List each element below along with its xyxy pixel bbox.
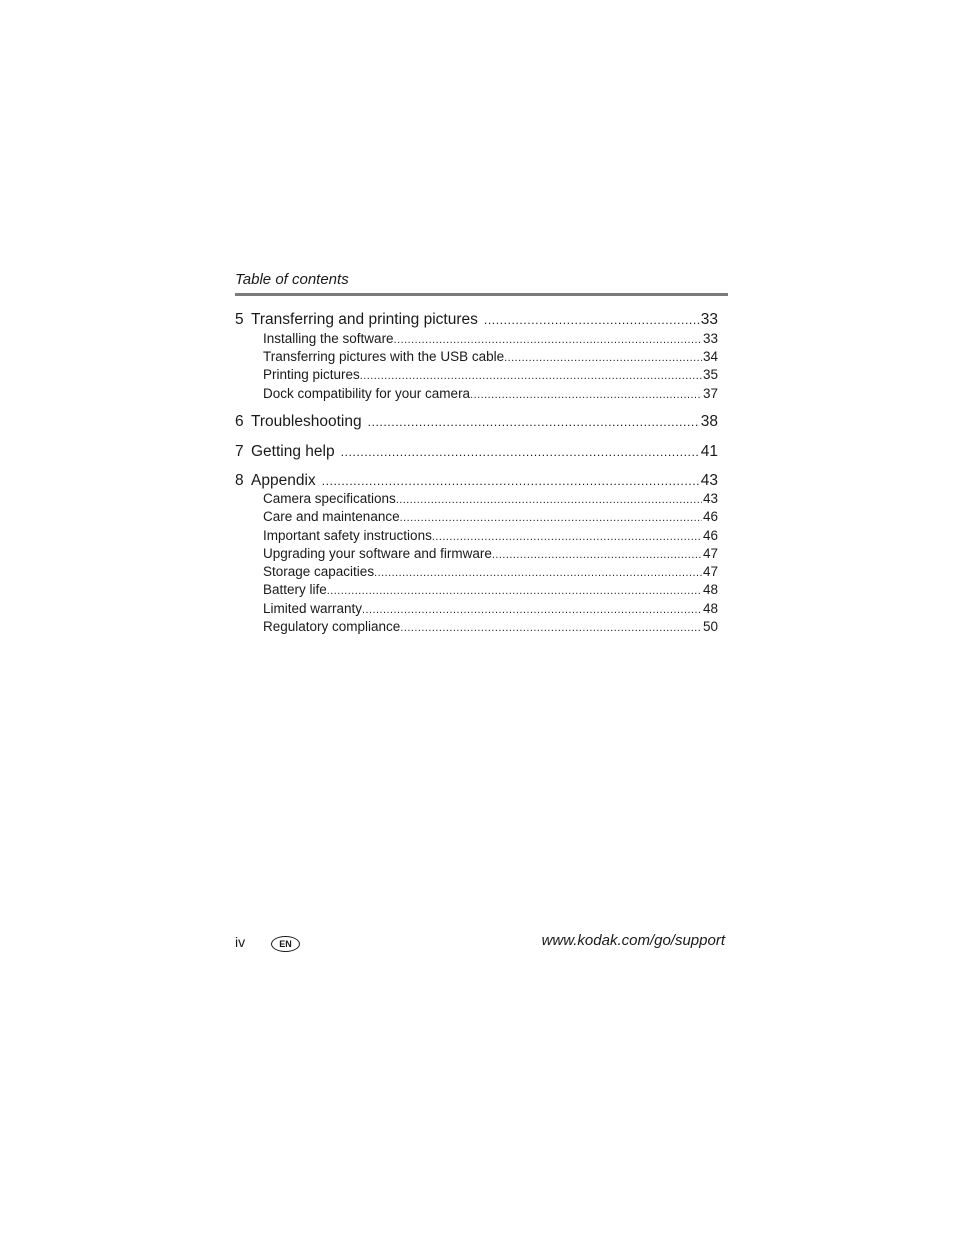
toc-section-limited-warranty[interactable] [263, 601, 718, 619]
running-header-title: Table of contents [235, 271, 349, 288]
toc-section-care-maintenance[interactable] [263, 509, 718, 527]
toc-page-number: 47 [702, 546, 718, 561]
toc-section-printing-pictures[interactable] [263, 367, 718, 385]
toc-dot-leader [396, 494, 702, 506]
toc-entry-title: Regulatory compliance [263, 619, 401, 634]
toc-entry-title: Transferring and printing pictures [251, 311, 478, 328]
toc-page-number: 50 [702, 619, 718, 634]
toc-dot-leader [394, 334, 702, 346]
toc-entry-title: Getting help [251, 443, 335, 460]
toc-dot-leader [484, 313, 700, 327]
toc-entry-title: Limited warranty [263, 601, 363, 616]
toc-page-number: 37 [702, 386, 718, 401]
toc-entry-title: Upgrading your software and firmware [263, 546, 492, 561]
toc-page-number: 35 [702, 367, 718, 382]
toc-page-number: 33 [700, 311, 718, 328]
footer-support-url[interactable]: www.kodak.com/go/support [541, 932, 725, 949]
toc-section-installing-software[interactable] [263, 331, 718, 349]
header-divider [235, 293, 728, 296]
toc-section-battery-life[interactable] [263, 582, 718, 600]
toc-dot-leader [400, 622, 702, 634]
toc-entry-title: Important safety instructions [263, 528, 432, 543]
toc-page-number: 38 [700, 413, 718, 430]
toc-entry-title: Dock compatibility for your camera [263, 386, 471, 401]
toc-page-number: 47 [702, 564, 718, 579]
toc-section-regulatory-compliance[interactable] [263, 619, 718, 637]
toc-page-number: 46 [702, 528, 718, 543]
toc-section-storage-capacities[interactable] [263, 564, 718, 582]
footer-page-number: iv [235, 934, 246, 950]
toc-dot-leader [492, 549, 702, 561]
toc-chapter-8[interactable] [235, 472, 718, 492]
toc-chapter-5[interactable] [235, 311, 718, 331]
toc-chapter-number: 6 [235, 413, 244, 430]
toc-dot-leader [400, 512, 702, 524]
toc-section-dock-compatibility[interactable] [263, 386, 718, 404]
toc-dot-leader [470, 389, 702, 401]
toc-chapter-number: 8 [235, 472, 244, 489]
toc-dot-leader [504, 352, 702, 364]
toc-dot-leader [341, 445, 700, 459]
toc-entry-title: Camera specifications [263, 491, 396, 506]
toc-chapter-number: 5 [235, 311, 244, 328]
toc-entry-title: Troubleshooting [251, 413, 362, 430]
toc-entry-title: Storage capacities [263, 564, 375, 579]
toc-entry-title: Transferring pictures with the USB cable [263, 349, 505, 364]
toc-dot-leader [362, 604, 702, 616]
toc-entry-title: Installing the software [263, 331, 394, 346]
toc-section-upgrading-software[interactable] [263, 546, 718, 564]
toc-page-number: 43 [700, 472, 718, 489]
toc-dot-leader [368, 415, 700, 429]
toc-section-camera-specifications[interactable] [263, 491, 718, 509]
toc-section-transferring-usb[interactable] [263, 349, 718, 367]
toc-page-number: 48 [702, 601, 718, 616]
toc-chapter-7[interactable] [235, 443, 718, 463]
toc-page-number: 46 [702, 509, 718, 524]
toc-page-number: 33 [702, 331, 718, 346]
toc-entry-title: Battery life [263, 582, 327, 597]
toc-chapter-6[interactable] [235, 413, 718, 433]
toc-dot-leader [432, 531, 702, 543]
toc-dot-leader [360, 370, 702, 382]
toc-page-number: 41 [700, 443, 718, 460]
toc-entry-title: Care and maintenance [263, 509, 400, 524]
toc-page-number: 48 [702, 582, 718, 597]
toc-section-safety-instructions[interactable] [263, 528, 718, 546]
language-badge: EN [271, 936, 300, 952]
toc-page-number: 34 [702, 349, 718, 364]
toc-entry-title: Printing pictures [263, 367, 360, 382]
toc-dot-leader [374, 567, 702, 579]
toc-entry-title: Appendix [251, 472, 316, 489]
toc-dot-leader [322, 474, 700, 488]
toc-page-number: 43 [702, 491, 718, 506]
toc-chapter-number: 7 [235, 443, 244, 460]
toc-dot-leader [327, 585, 702, 597]
